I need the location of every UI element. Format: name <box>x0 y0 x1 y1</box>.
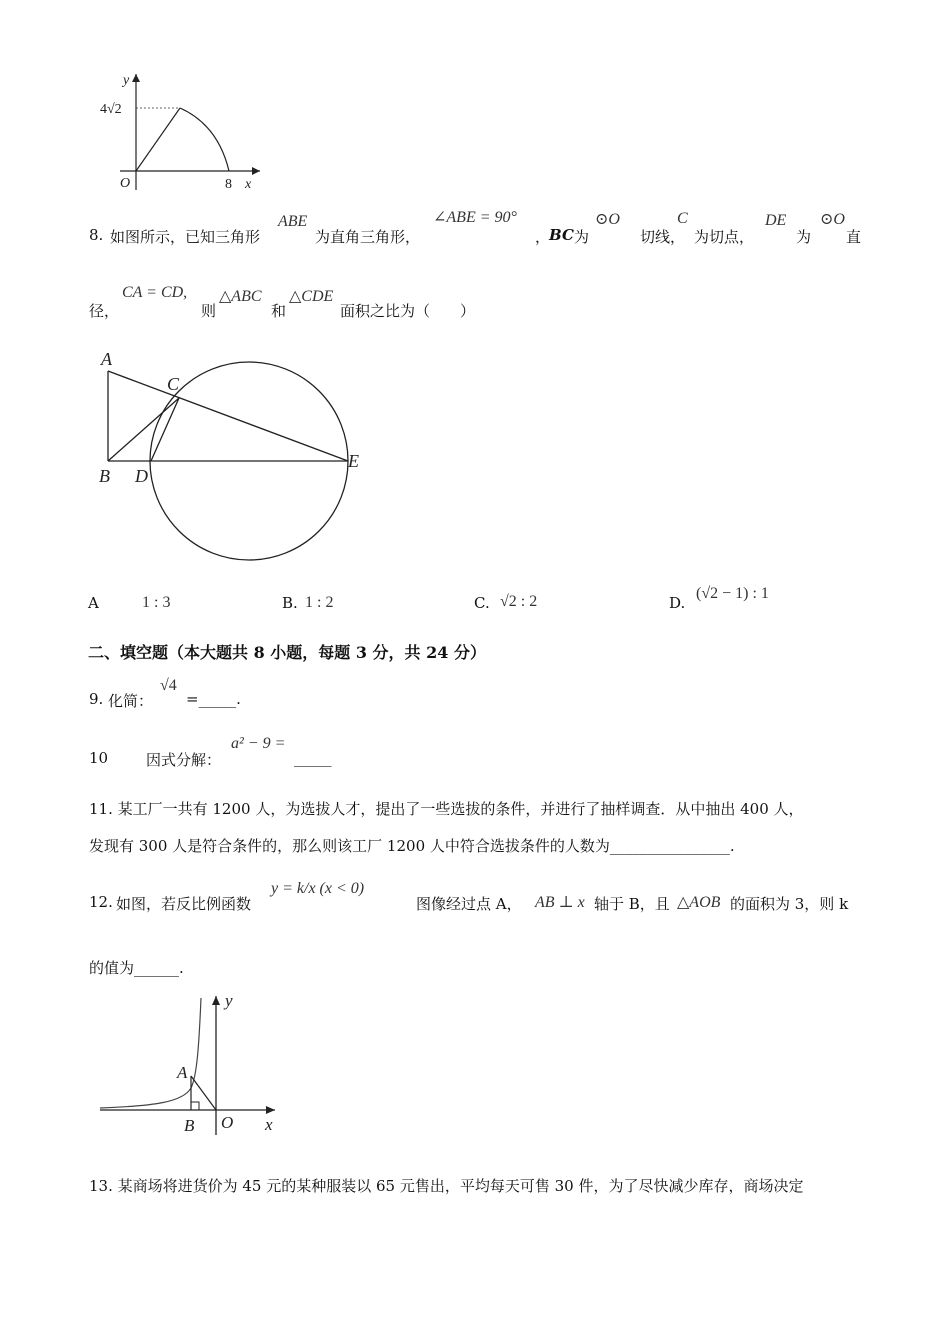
q12-figure <box>95 990 295 1140</box>
graph-1 <box>90 70 270 195</box>
q12-math-fn: y = k/x (x < 0) <box>271 880 365 897</box>
q8-circle-o: ⊙O <box>595 211 620 228</box>
q10-text: 因式分解： <box>146 751 222 769</box>
option-a-label: A <box>88 594 99 612</box>
graph1-y-label: y <box>123 73 130 88</box>
q8-text-l: 面积之比为（ ） <box>340 302 476 320</box>
graph1-origin: O <box>120 176 131 191</box>
q8-text-d: 为 <box>574 228 590 246</box>
q8-text-c: ， <box>535 228 551 246</box>
q10-math: a² − 9 = <box>231 735 286 752</box>
q12-text-c: 轴于 B，且 <box>594 895 670 913</box>
q8-text-j: 则 <box>201 302 217 320</box>
fig12-label-y: y <box>225 991 233 1010</box>
option-b-label: B. <box>282 594 298 612</box>
fig12-label-o: O <box>221 1113 234 1132</box>
option-d-value: (√2 − 1) : 1 <box>696 585 769 602</box>
option-c-label: C. <box>474 594 490 612</box>
q12-text-d: 的面积为 3，则 k <box>730 895 849 913</box>
fig8-label-c: C <box>167 374 180 394</box>
q8-number: 8. <box>89 226 104 244</box>
q12-math-ab: AB ⊥ x <box>535 894 585 911</box>
q8-math-bc: BC <box>549 226 574 244</box>
q13-line1: 13. 某商场将进货价为 45 元的某种服装以 65 元售出，平均每天可售 30 件，为了尽快减少库存，商场决定 <box>89 1177 804 1195</box>
fig8-label-b: B <box>99 466 110 486</box>
q8-text-k: 和 <box>271 302 287 320</box>
option-c-value: √2 : 2 <box>500 593 538 610</box>
q8-text-f: 为切点， <box>694 228 755 246</box>
option-b-value: 1 : 2 <box>305 594 334 611</box>
q8-figure <box>95 345 375 565</box>
q12-math-tri: △AOB <box>677 894 721 911</box>
q8-text-e: 切线， <box>640 228 686 246</box>
q8-math-angle: ∠ABE = 90° <box>433 209 517 226</box>
q8-math-abe: ABE <box>278 213 308 230</box>
q9-text: 化简： <box>108 692 154 710</box>
q8-text-g: 为 <box>796 228 812 246</box>
q10-suffix: _____ <box>294 749 332 767</box>
q11-line1: 11. 某工厂一共有 1200 人，为选拔人才，提出了一些选拔的条件，并进行了抽样调查．从中抽出 400 人， <box>89 800 804 818</box>
q9-number: 9. <box>89 690 104 708</box>
q8-math-c: C <box>677 210 688 227</box>
q8-math-tri-cde: △CDE <box>289 288 334 305</box>
q11-line2: 发现有 300 人是符合条件的，那么则该工厂 1200 人中符合选拔条件的人数为________________. <box>89 837 735 855</box>
q12-text-b: 图像经过点 A， <box>416 895 522 913</box>
q9-math: √4 <box>160 677 177 694</box>
fig12-label-b: B <box>184 1116 195 1135</box>
fig12-label-x: x <box>265 1115 273 1134</box>
q10-number: 10 <box>89 749 109 767</box>
fig8-label-e: E <box>348 451 359 471</box>
q8-text-h: 直 <box>846 228 862 246</box>
q8-math-ca-cd: CA = CD, <box>122 284 188 301</box>
q8-math-tri-abc: △ABC <box>219 288 262 305</box>
q12-number: 12. <box>89 893 113 911</box>
fig8-label-a: A <box>101 349 112 369</box>
graph1-y-value: 4√2 <box>100 102 122 117</box>
section-2-title: 二、填空题（本大题共 8 小题，每题 3 分，共 24 分） <box>88 643 486 662</box>
q8-text-b: 为直角三角形， <box>315 228 421 246</box>
graph1-x-value: 8 <box>225 177 232 192</box>
fig8-label-d: D <box>135 466 148 486</box>
q8-circle-o2: ⊙O <box>820 211 845 228</box>
fig12-label-a: A <box>177 1063 188 1082</box>
q9-suffix: =_____. <box>186 690 241 708</box>
option-d-label: D. <box>669 594 686 612</box>
q8-text-i: 径， <box>89 302 120 320</box>
graph1-x-label: x <box>245 177 252 192</box>
option-a-value: 1 : 3 <box>142 594 171 611</box>
q8-math-de: DE <box>765 212 787 229</box>
q12-line2: 的值为______. <box>89 959 184 977</box>
q12-text-a: 如图，若反比例函数 <box>116 895 252 913</box>
q8-text-a: 如图所示，已知三角形 <box>110 228 261 246</box>
